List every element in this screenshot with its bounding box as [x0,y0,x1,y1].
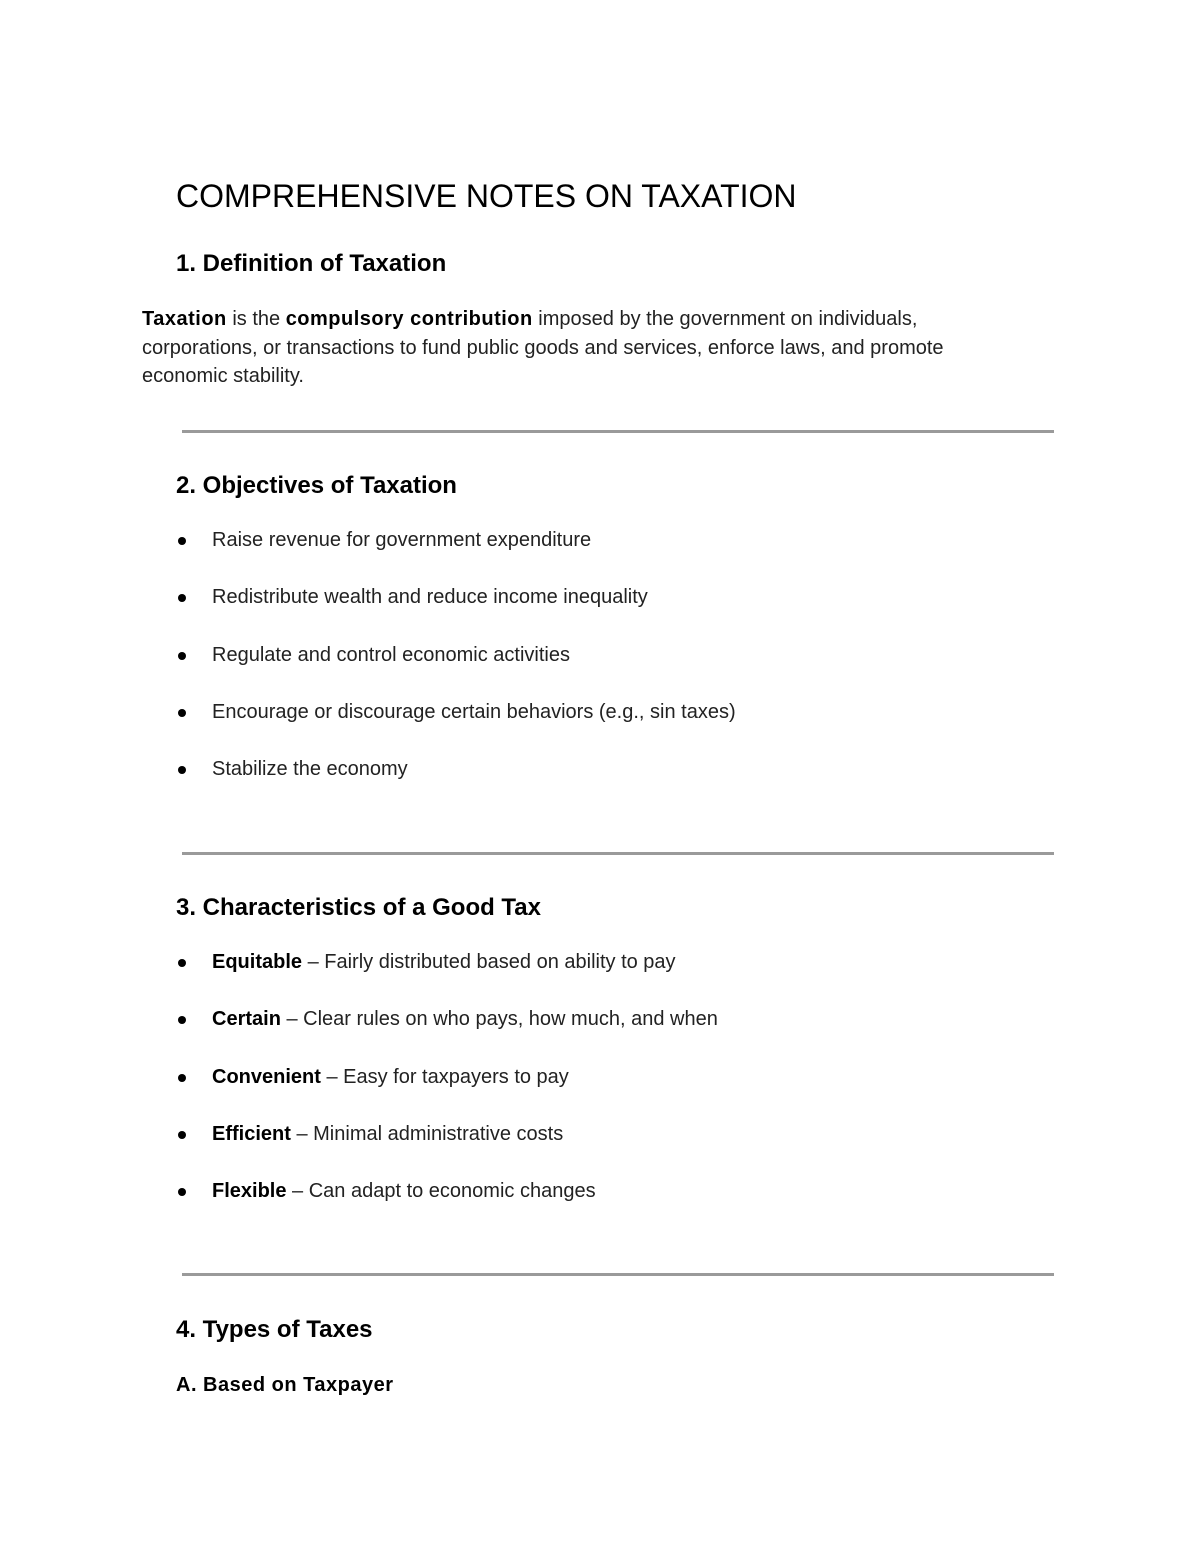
list-item-text: Encourage or discourage certain behaviors (e.g., sin taxes) [212,700,736,723]
list-item-text: Redistribute wealth and reduce income inequality [212,586,648,609]
bullet-icon [178,652,186,660]
bullet-icon [178,1131,186,1139]
list-item-desc: – Minimal administrative costs [290,1122,564,1145]
list-item-text: Regulate and control economic activities [212,643,570,666]
list-item [176,1178,718,1235]
definition-emphasis: compulsory contribution [285,308,533,330]
list-item [176,1121,718,1178]
bullet-icon [178,709,186,717]
section-divider [182,852,1054,855]
list-item-text: Raise revenue for government expenditure [212,529,592,551]
bullet-icon [178,959,186,967]
definition-paragraph [142,305,1022,391]
definition-text-b: imposed by the government on individuals, corporations, or transactions to fund public goods and services, enforce laws, and promote economic stability. [142,308,944,387]
subsection-heading-taxpayer: A. Based on Taxpayer [176,1374,394,1396]
list-item-desc: – Clear rules on who pays, how much, and when [280,1008,718,1031]
list-item-desc: – Easy for taxpayers to pay [320,1065,569,1088]
bullet-icon [178,1074,186,1082]
list-item [176,642,736,699]
list-item-term: Efficient [212,1122,291,1145]
list-item [176,699,736,756]
list-item [176,756,736,813]
bullet-icon [178,594,186,602]
list-item [176,1006,718,1063]
list-item-term: Certain [212,1008,281,1031]
list-item-desc: – Fairly distributed based on ability to pay [302,951,676,973]
section-heading-characteristics: 3. Characteristics of a Good Tax [176,894,542,921]
list-item [176,527,736,584]
list-item-term: Convenient [212,1065,321,1088]
section-heading-types: 4. Types of Taxes [176,1316,373,1343]
list-item-term: Equitable [212,951,303,973]
objectives-list [176,527,736,813]
list-item-desc: – Can adapt to economic changes [286,1180,596,1203]
list-item [176,1064,718,1121]
list-item [176,584,736,641]
definition-term: Taxation [142,308,227,330]
document-title: COMPREHENSIVE NOTES ON TAXATION [176,178,797,214]
section-heading-objectives: 2. Objectives of Taxation [176,472,457,499]
section-divider [182,1273,1054,1276]
bullet-icon [178,1016,186,1024]
characteristics-list [176,949,718,1235]
bullet-icon [178,537,186,545]
list-item-term: Flexible [212,1180,287,1203]
section-heading-definition: 1. Definition of Taxation [176,250,447,277]
bullet-icon [178,766,186,774]
definition-text-a: is the [226,308,286,330]
list-item-text: Stabilize the economy [212,758,408,781]
section-divider [182,430,1054,433]
bullet-icon [178,1188,186,1196]
list-item [176,949,718,1006]
